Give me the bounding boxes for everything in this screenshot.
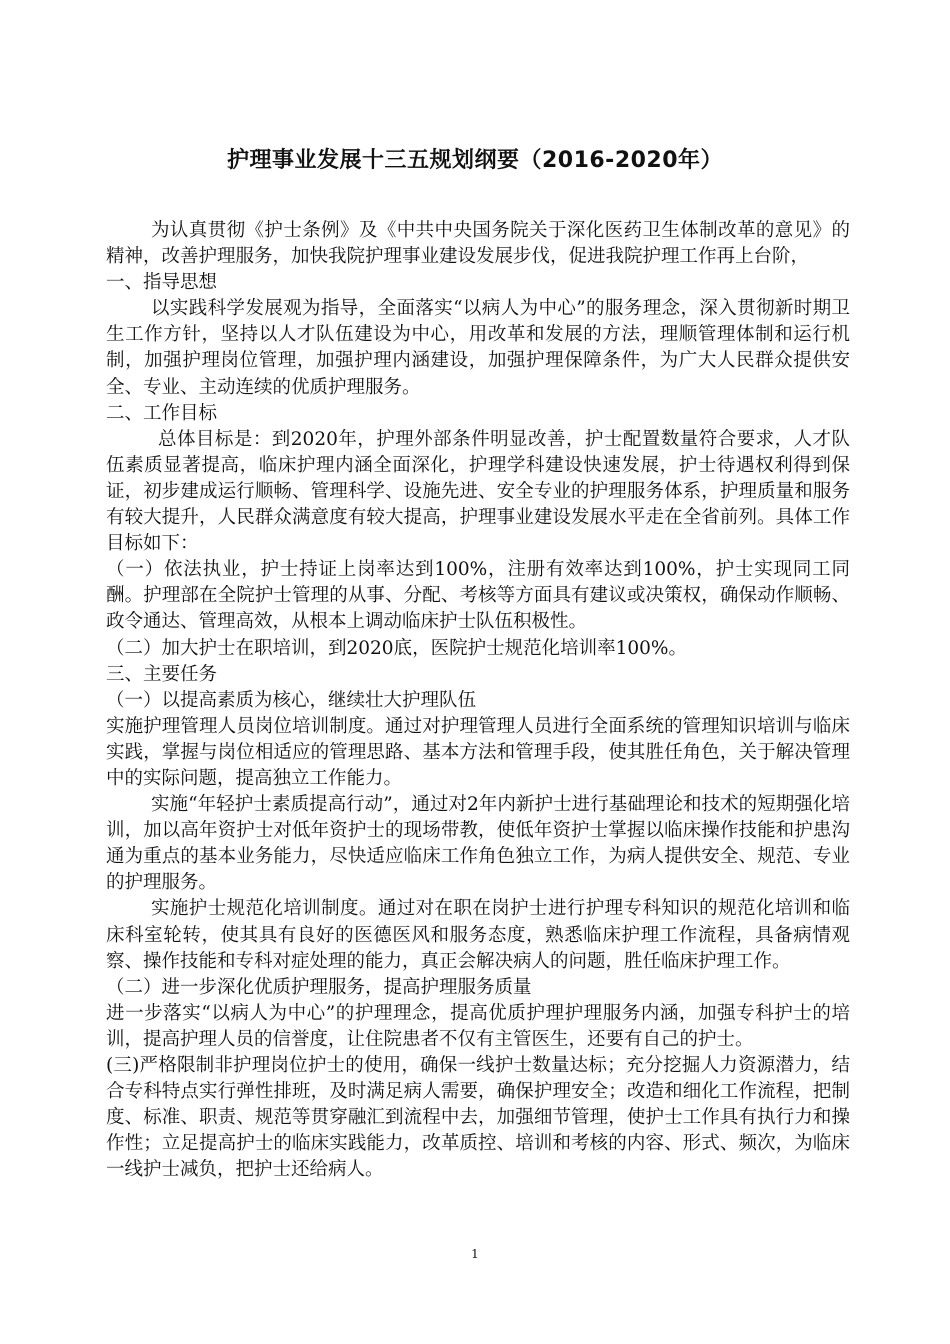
- guiding-ideology-paragraph: 以实践科学发展观为指导，全面落实“以病人为中心”的服务理念，深入贯彻新时期卫生工作方针，坚持以人才队伍建设为中心，用改革和发展的方法，理顺管理体制和运行机制，加强护理岗位管理，加强护理内涵建设，加强护理保障条件，为广大人民群众提供安全、专业、主动连续的优质护理服务。: [106, 298, 850, 398]
- page-number: 1: [471, 1247, 479, 1261]
- section-heading-work-goals: 二、工作目标: [106, 402, 218, 424]
- section-heading-main-tasks: 三、主要任务: [106, 663, 218, 685]
- quality-service-paragraph: 进一步落实“以病人为中心”的护理理念，提高优质护理护理服务内涵，加强专科护士的培训，提高护理人员的信誉度，让住院患者不仅有主管医生，还要有自己的护士。: [106, 1002, 850, 1050]
- task-heading-1: （一）以提高素质为核心，继续壮大护理队伍: [106, 689, 477, 711]
- document-title: 护理事业发展十三五规划纲要（2016-2020年）: [226, 147, 724, 173]
- task-heading-2: （二）进一步深化优质护理服务，提高护理服务质量: [106, 976, 532, 998]
- overall-goal-paragraph: 总体目标是：到2020年，护理外部条件明显改善，护士配置数量符合要求，人才队伍素质显著提高，临床护理内涵全面深化，护理学科建设快速发展，护士待遇权利得到保证，初步建成运行顺畅、管理科学、设施先进、安全专业的护理服务体系，护理质量和服务有较大提升，人民群众满意度有较大提高，护理事业建设发展水平走在全省前列。具体工作目标如下：: [106, 428, 850, 555]
- intro-paragraph: 为认真贯彻《护士条例》及《中共中央国务院关于深化医药卫生体制改革的意见》的精神，改善护理服务，加快我院护理事业建设发展步伐，促进我院护理工作再上台阶，: [106, 220, 850, 268]
- young-nurse-paragraph: 实施“年轻护士素质提高行动”，通过对2年内新护士进行基础理论和技术的短期强化培训，加以高年资护士对低年资护士的现场带教，使低年资护士掌握以临床操作技能和护患沟通为重点的基本业务能力，尽快适应临床工作角色独立工作，为病人提供安全、规范、专业的护理服务。: [106, 794, 850, 894]
- management-training-paragraph: 实施护理管理人员岗位培训制度。通过对护理管理人员进行全面系统的管理知识培训与临床实践，掌握与岗位相适应的管理思路、基本方法和管理手段，使其胜任角色，关于解决管理中的实际问题，提高独立工作能力。: [106, 715, 850, 789]
- standardized-training-paragraph: 实施护士规范化培训制度。通过对在职在岗护士进行护理专科知识的规范化培训和临床科室轮转，使其具有良好的医德医风和服务态度，熟悉临床护理工作流程，具备病情观察、操作技能和专科对症处理的能力，真正会解决病人的问题，胜任临床护理工作。: [106, 898, 850, 972]
- section-heading-guiding-ideology: 一、指导思想: [106, 272, 218, 294]
- goal-item-1: （一）依法执业，护士持证上岗率达到100%，注册有效率达到100%，护士实现同工同酬。护理部在全院护士管理的从事、分配、考核等方面具有建议或决策权，确保动作顺畅、政令通达、管理高效，从根本上调动临床护士队伍积极性。: [106, 559, 850, 633]
- document-body: [106, 218, 850, 1183]
- goal-item-2: （二）加大护士在职培训，到2020底，医院护士规范化培训率100%。: [106, 637, 687, 659]
- task-item-3-paragraph: (三)严格限制非护理岗位护士的使用，确保一线护士数量达标；充分挖掘人力资源潜力，结合专科特点实行弹性排班，及时满足病人需要，确保护理安全；改造和细化工作流程，把制度、标准、职责、规范等贯穿融汇到流程中去，加强细节管理，使护士工作具有执行力和操作性；立足提高护士的临床实践能力，改革质控、培训和考核的内容、形式、频次，为临床一线护士减负，把护士还给病人。: [106, 1055, 850, 1181]
